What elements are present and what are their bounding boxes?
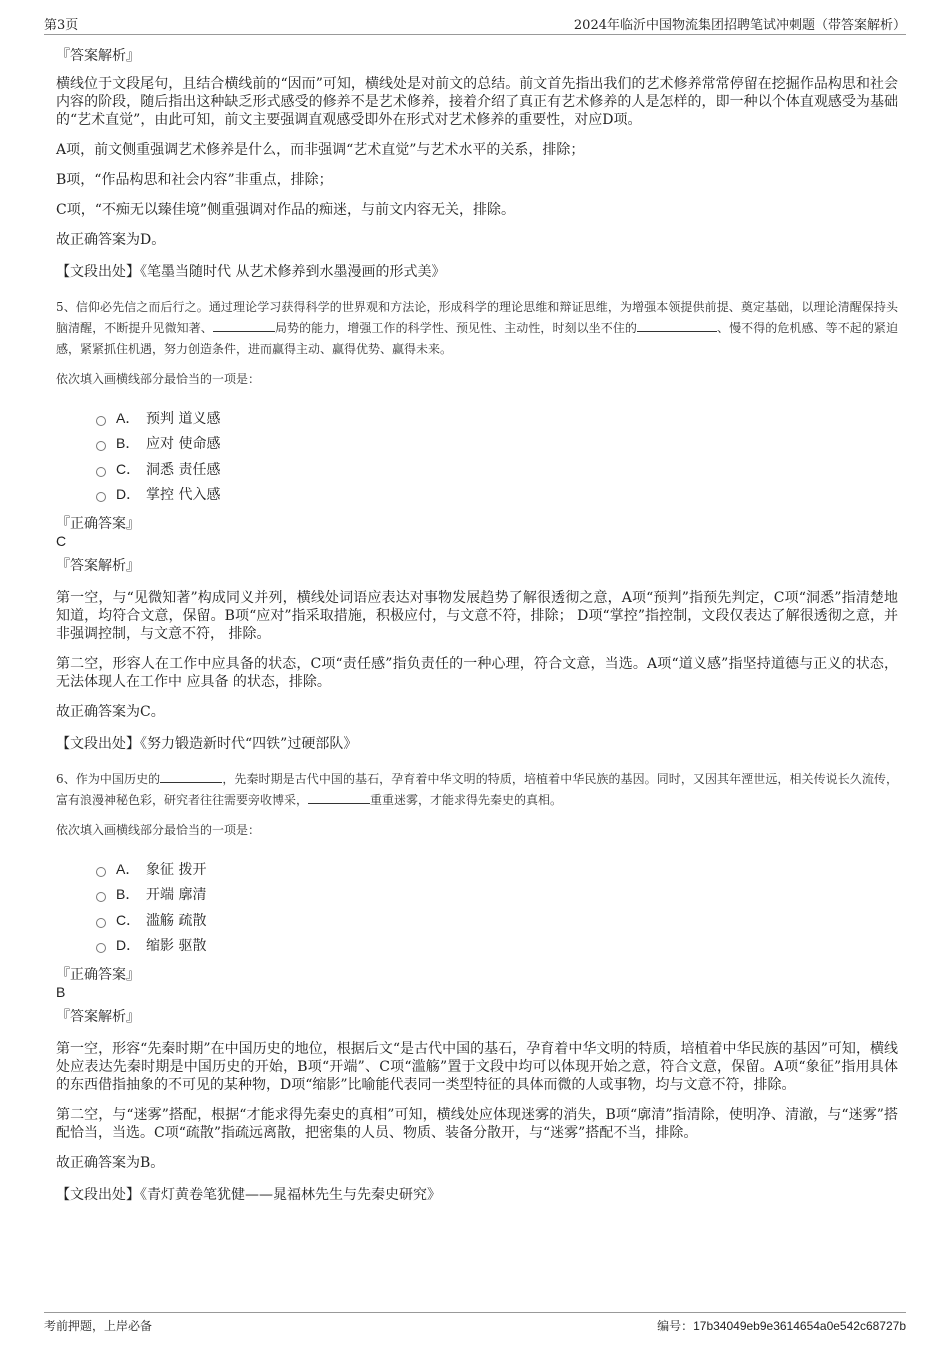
correct-answer: B	[56, 984, 66, 1000]
code-label: 编号：	[657, 1319, 694, 1333]
source-line	[56, 733, 898, 753]
correct-answer: C	[56, 533, 67, 549]
stem-text: ，先秦时期是古代中国的基石，孕育着中华文明的特质，培植着中华民族的基因。同时，又因其年湮世远，相关传说长久流传，富有浪漫神秘色彩，研究者往往需要旁收博采，	[56, 772, 898, 807]
footer-slogan: 考前押题，上岸必备	[44, 1319, 153, 1333]
source-label: 【文段出处】	[56, 1187, 140, 1203]
source-line	[56, 1184, 898, 1204]
code-value: 17b34049eb9e3614654a0e542c68727b	[693, 1319, 906, 1333]
option-text: 象征 拨开	[146, 861, 207, 878]
stem-text: 5、信仰必先信之而后行之。通过理论学习获得科学的世界观和方法论，形成科学的理论思维和辩证思维，为增强本领提供前提、奠定基础，以理论清醒保持头脑清醒，不断提升见微知著、	[56, 300, 898, 335]
radio-icon[interactable]	[96, 441, 106, 451]
stem-text: 、慢不得的危机感、等不起的紧迫感，紧紧抓住机遇，努力创造条件，进而赢得主动、赢得优势、赢得未来。	[56, 321, 898, 356]
option-letter: D．	[116, 937, 141, 954]
source-title: 《努力锻造新时代“四铁”过硬部队》	[140, 736, 358, 752]
analysis-paragraph: A项，前文侧重强调艺术修养是什么，而非强调“艺术直觉”与艺术水平的关系，排除；	[56, 142, 585, 158]
option-c[interactable]	[96, 907, 898, 933]
options-list	[96, 405, 898, 507]
source-title: 《笔墨当随时代 从艺术修养到水墨漫画的形式美》	[140, 264, 446, 280]
option-c[interactable]	[96, 456, 898, 482]
analysis-paragraph: B项，“作品构思和社会内容”非重点，排除；	[56, 172, 333, 188]
option-text: 开端 廓清	[146, 887, 207, 904]
fill-blank	[637, 319, 717, 332]
analysis-paragraph: 横线位于文段尾句，且结合横线前的“因而”可知，横线处是对前文的总结。前文首先指出我们的艺术修养常常停留在挖掘作品构思和社会内容的阶段，随后指出这种缺乏形式感受的修养不是艺术修养，接着介绍了真正有艺术修养的人是怎样的，即一种以个体直观感受为基础的“艺术直觉”，由此可知，前文主要强调直观感受即外在形式对艺术修养的重要性，对应D项。	[56, 76, 898, 128]
analysis-label: 『答案解析』	[56, 48, 140, 64]
page-header	[44, 12, 906, 35]
analysis-paragraph: 第一空，与“见微知著”构成同义并列，横线处词语应表达对事物发展趋势了解很透彻之意，A项“预判”指预先判定，C项“洞悉”指清楚地知道，均符合文意，保留。B项“应对”指采取措施，积极应付，与文意不符，排除； D项“掌控”指控制，文段仅表达了解很透彻之意，并非强调控制，与文意不符， 排除。	[56, 590, 898, 642]
option-text: 掌控 代入感	[146, 487, 221, 504]
question-prompt: 依次填入画横线部分最恰当的一项是：	[56, 823, 261, 837]
stem-text: 重重迷雾，才能求得先秦史的真相。	[370, 793, 563, 807]
page-number: 第3页	[44, 18, 79, 33]
radio-icon[interactable]	[96, 416, 106, 426]
source-title: 《青灯黄卷笔犹健——晁福林先生与先秦史研究》	[140, 1187, 441, 1203]
fill-blank	[160, 770, 222, 783]
option-letter: C．	[116, 460, 141, 477]
option-text: 滥觞 疏散	[146, 912, 207, 929]
stem-text: 6、作为中国历史的	[56, 772, 161, 786]
radio-icon[interactable]	[96, 467, 106, 477]
option-letter: B．	[116, 886, 140, 903]
source-label: 【文段出处】	[56, 736, 140, 752]
radio-icon[interactable]	[96, 492, 106, 502]
option-a[interactable]	[96, 405, 898, 431]
correct-label: 『正确答案』	[56, 516, 140, 532]
analysis-paragraph: C项，“不痴无以臻佳境”侧重强调对作品的痴迷，与前文内容无关，排除。	[56, 202, 516, 218]
option-text: 应对 使命感	[146, 436, 221, 453]
option-letter: A．	[116, 409, 140, 426]
analysis-paragraph: 故正确答案为D。	[56, 232, 166, 248]
option-letter: B．	[116, 435, 140, 452]
options-list	[96, 856, 898, 958]
radio-icon[interactable]	[96, 918, 106, 928]
radio-icon[interactable]	[96, 867, 106, 877]
correct-label: 『正确答案』	[56, 967, 140, 983]
document-code	[657, 1317, 906, 1334]
question-6-stem	[56, 769, 898, 811]
source-line	[56, 261, 898, 281]
analysis-paragraph: 故正确答案为B。	[56, 1155, 165, 1171]
option-letter: C．	[116, 911, 141, 928]
option-text: 洞悉 责任感	[146, 461, 221, 478]
analysis-paragraph: 第一空，形容“先秦时期”在中国历史的地位，根据后文“是古代中国的基石，孕育着中华文明的特质，培植着中华民族的基因”可知，横线处应表达先秦时期是中国历史的开始，B项“开端”、C项“滥觞”置于文段中均可以体现开始之意，符合文意，保留。A项“象征”指用具体的东西借指抽象的不可见的某种物，D项“缩影”比喻能代表同一类型特征的具体而微的人或事物，均与文意不符，排除。	[56, 1041, 898, 1093]
fill-blank	[308, 791, 370, 804]
source-label: 【文段出处】	[56, 264, 140, 280]
stem-text: 局势的能力，增强工作的科学性、预见性、主动性，时刻以坐不住的	[274, 321, 637, 335]
analysis-label: 『答案解析』	[56, 558, 140, 574]
option-a[interactable]	[96, 856, 898, 882]
fill-blank	[213, 319, 275, 332]
analysis-label: 『答案解析』	[56, 1009, 140, 1025]
analysis-paragraph: 第二空，形容人在工作中应具备的状态，C项“责任感”指负责任的一种心理，符合文意，当选。A项“道义感”指坚持道德与正义的状态，无法体现人在工作中 应具备 的状态，排除。	[56, 656, 898, 690]
page-content	[56, 45, 898, 1214]
question-prompt: 依次填入画横线部分最恰当的一项是：	[56, 372, 261, 386]
option-b[interactable]	[96, 431, 898, 457]
option-letter: D．	[116, 486, 141, 503]
option-text: 预判 道义感	[146, 410, 221, 427]
option-letter: A．	[116, 860, 140, 877]
option-text: 缩影 驱散	[146, 938, 207, 955]
option-d[interactable]	[96, 482, 898, 508]
page-footer	[44, 1312, 906, 1335]
analysis-paragraph: 故正确答案为C。	[56, 704, 165, 720]
option-d[interactable]	[96, 933, 898, 959]
radio-icon[interactable]	[96, 892, 106, 902]
question-5-stem	[56, 297, 898, 360]
option-b[interactable]	[96, 882, 898, 908]
document-title: 2024年临沂中国物流集团招聘笔试冲刺题（带答案解析）	[573, 18, 906, 33]
radio-icon[interactable]	[96, 943, 106, 953]
analysis-paragraph: 第二空，与“迷雾”搭配，根据“才能求得先秦史的真相”可知，横线处应体现迷雾的消失，B项“廓清”指清除，使明净、清澈，与“迷雾”搭配恰当，当选。C项“疏散”指疏远离散，把密集的人员、物质、装备分散开，与“迷雾”搭配不当，排除。	[56, 1107, 898, 1141]
